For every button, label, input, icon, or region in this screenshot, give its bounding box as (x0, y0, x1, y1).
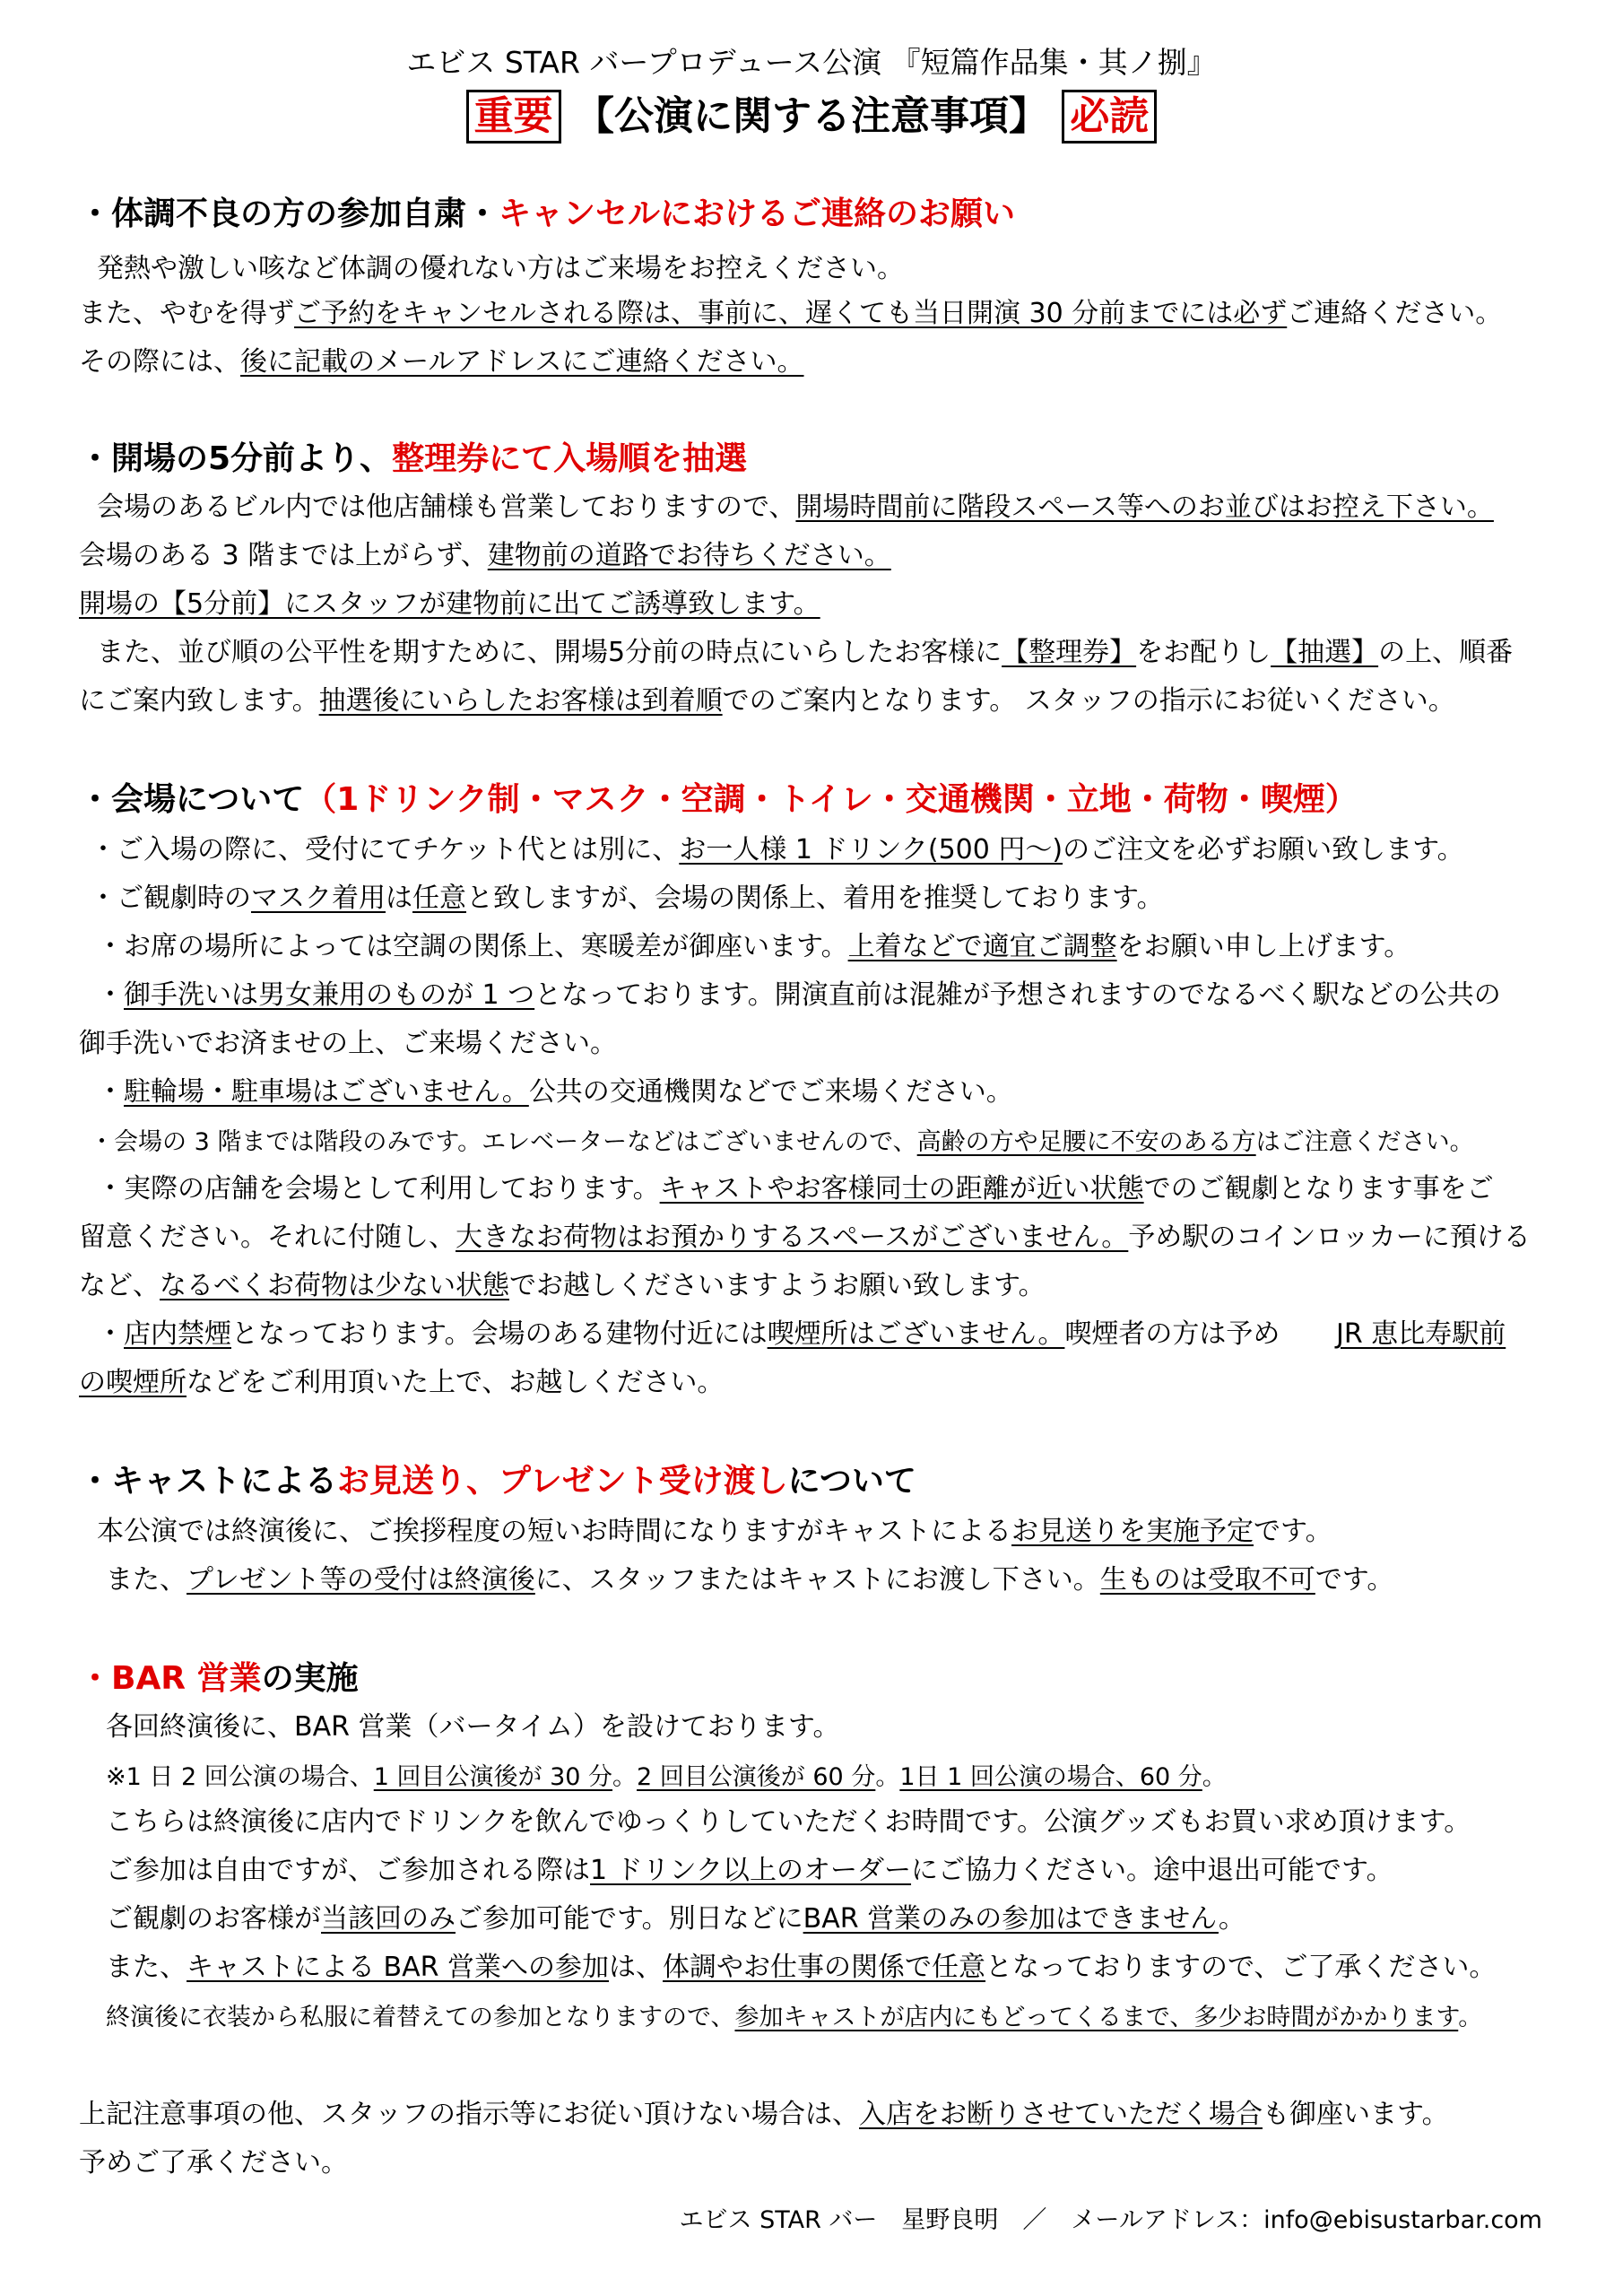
paragraph-line: 会場のあるビル内では他店舗様も営業しておりますので、開場時間前に階段スペース等へのお並びはお控え下さい。 (97, 491, 1494, 523)
paragraph-line: ご参加は自由ですが、ご参加される際は1 ドリンク以上のオーダーにご協力ください。途中退出可能です。 (106, 1855, 1393, 1886)
paragraph-line: また、やむを得ずご予約をキャンセルされる際は、事前に、遅くても当日開演 30 分前までには必ずご連絡ください。 (79, 298, 1503, 329)
section-heading-send-off: ・キャストによるお見送り、プレゼント受け渡しについて (79, 1463, 916, 1500)
paragraph-line: ご観劇のお客様が当該回のみご参加可能です。別日などにBAR 営業のみの参加はできません。 (106, 1903, 1245, 1935)
paragraph-line: こちらは終演後に店内でドリンクを飲んでゆっくりしていただくお時間です。公演グッズもお買い求め頂けます。 (106, 1806, 1471, 1838)
paragraph-line: また、プレゼント等の受付は終演後に、スタッフまたはキャストにお渡し下さい。生ものは受取不可です。 (106, 1564, 1394, 1596)
paragraph-line: にご案内致します。抽選後にいらしたお客様は到着順でのご案内となります。 スタッフの指示にお従いください。 (79, 685, 1455, 717)
paragraph-line: その際には、後に記載のメールアドレスにご連絡ください。 (79, 346, 804, 378)
paragraph-line: 開場の【5分前】にスタッフが建物前に出てご誘導致します。 (79, 588, 820, 620)
paragraph-line: ・ご観劇時のマスク着用は任意と致しますが、会場の関係上、着用を推奨しております。 (90, 883, 1164, 914)
paragraph-line: ・ご入場の際に、受付にてチケット代とは別に、お一人様 1 ドリンク(500 円～)のご注文を必ずお願い致します。 (90, 834, 1464, 865)
paragraph-line: ・会場の 3 階までは階段のみです。エレベーターなどはございませんので、高齢の方や足腰に不安のある方はご注意ください。 (90, 1128, 1474, 1156)
paragraph-line: 御手洗いでお済ませの上、ご来場ください。 (79, 1028, 617, 1059)
paragraph-line: など、なるべくお荷物は少ない状態でお越しくださいますようお願い致します。 (79, 1270, 1046, 1301)
section-heading-bar: ・BAR 営業の実施 (79, 1660, 359, 1697)
paragraph-line: 本公演では終演後に、ご挨拶程度の短いお時間になりますがキャストによるお見送りを実施予定です。 (97, 1516, 1332, 1547)
paragraph-line: また、並び順の公平性を期すために、開場5分前の時点にいらしたお客様に【整理券】をお配りし【抽選】の上、順番 (97, 637, 1514, 668)
paragraph-line: また、キャストによる BAR 営業への参加は、体調やお仕事の関係で任意となっておりますので、ご了承ください。 (106, 1952, 1497, 1983)
paragraph-line: 終演後に衣装から私服に着替えての参加となりますので、参加キャストが店内にもどってくるまで、多少お時間がかかります。 (106, 2004, 1483, 2031)
paragraph-line: ※1 日 2 回公演の場合、1 回目公演後が 30 分。2 回目公演後が 60 分。1日 1 回公演の場合、60 分。 (106, 1763, 1227, 1791)
section-heading-entry-lottery: ・開場の5分前より、整理券にて入場順を抽選 (79, 440, 748, 477)
paragraph-line: ・駐輪場・駐車場はございません。公共の交通機関などでご来場ください。 (97, 1076, 1013, 1108)
must-read-badge: 必読 (1062, 90, 1157, 144)
notice-title: 【公演に関する注意事項】 (575, 93, 1048, 139)
paragraph-line: ・実際の店舗を会場として利用しております。キャストやお客様同士の距離が近い状態でのご観劇となります事をご (97, 1173, 1494, 1205)
closing-line: 予めご了承ください。 (79, 2147, 348, 2179)
paragraph-line: 留意ください。それに付随し、大きなお荷物はお預かりするスペースがございません。予め駅のコインロッカーに預ける (79, 1222, 1531, 1253)
paragraph-line: の喫煙所などをご利用頂いた上で、お越しください。 (79, 1367, 725, 1398)
paragraph-line: ・御手洗いは男女兼用のものが 1 つとなっております。開演直前は混雑が予想されますのでなるべく駅などの公共の (97, 979, 1501, 1011)
heading-highlight: キャンセルにおけるご連絡のお願い (499, 196, 1016, 232)
paragraph-line: 各回終演後に、BAR 営業（バータイム）を設けております。 (106, 1711, 840, 1743)
document-title: エビス STAR バープロデュース公演 『短篇作品集・其ノ捌』 (406, 45, 1217, 80)
signature: エビス STAR バー 星野良明 ／ メールアドレス：info@ebisustarbar.com (679, 2206, 1542, 2234)
paragraph-line: ・店内禁煙となっております。会場のある建物付近には喫煙所はございません。喫煙者の方は予め (97, 1318, 1280, 1350)
paragraph-line: 発熱や激しい咳など体調の優れない方はご来場をお控えください。 (97, 253, 904, 284)
closing-line: 上記注意事項の他、スタッフの指示等にお従い頂けない場合は、入店をお断りさせていただく場合も御座います。 (79, 2099, 1449, 2130)
paragraph-line: 会場のある 3 階までは上がらず、建物前の道路でお待ちください。 (79, 540, 891, 571)
heading-text: ・体調不良の方の参加自粛・ (79, 196, 499, 232)
section-heading-health (79, 195, 1015, 234)
important-badge: 重要 (466, 90, 561, 144)
section-heading-venue: ・会場について（1ドリンク制・マスク・空調・トイレ・交通機関・立地・荷物・喫煙） (79, 781, 1358, 818)
notice-heading (0, 90, 1623, 144)
paragraph-line-end: JR 恵比寿駅前 (1336, 1318, 1506, 1350)
paragraph-line: ・お席の場所によっては空調の関係上、寒暖差が御座います。上着などで適宜ご調整をお願い申し上げます。 (97, 931, 1411, 962)
